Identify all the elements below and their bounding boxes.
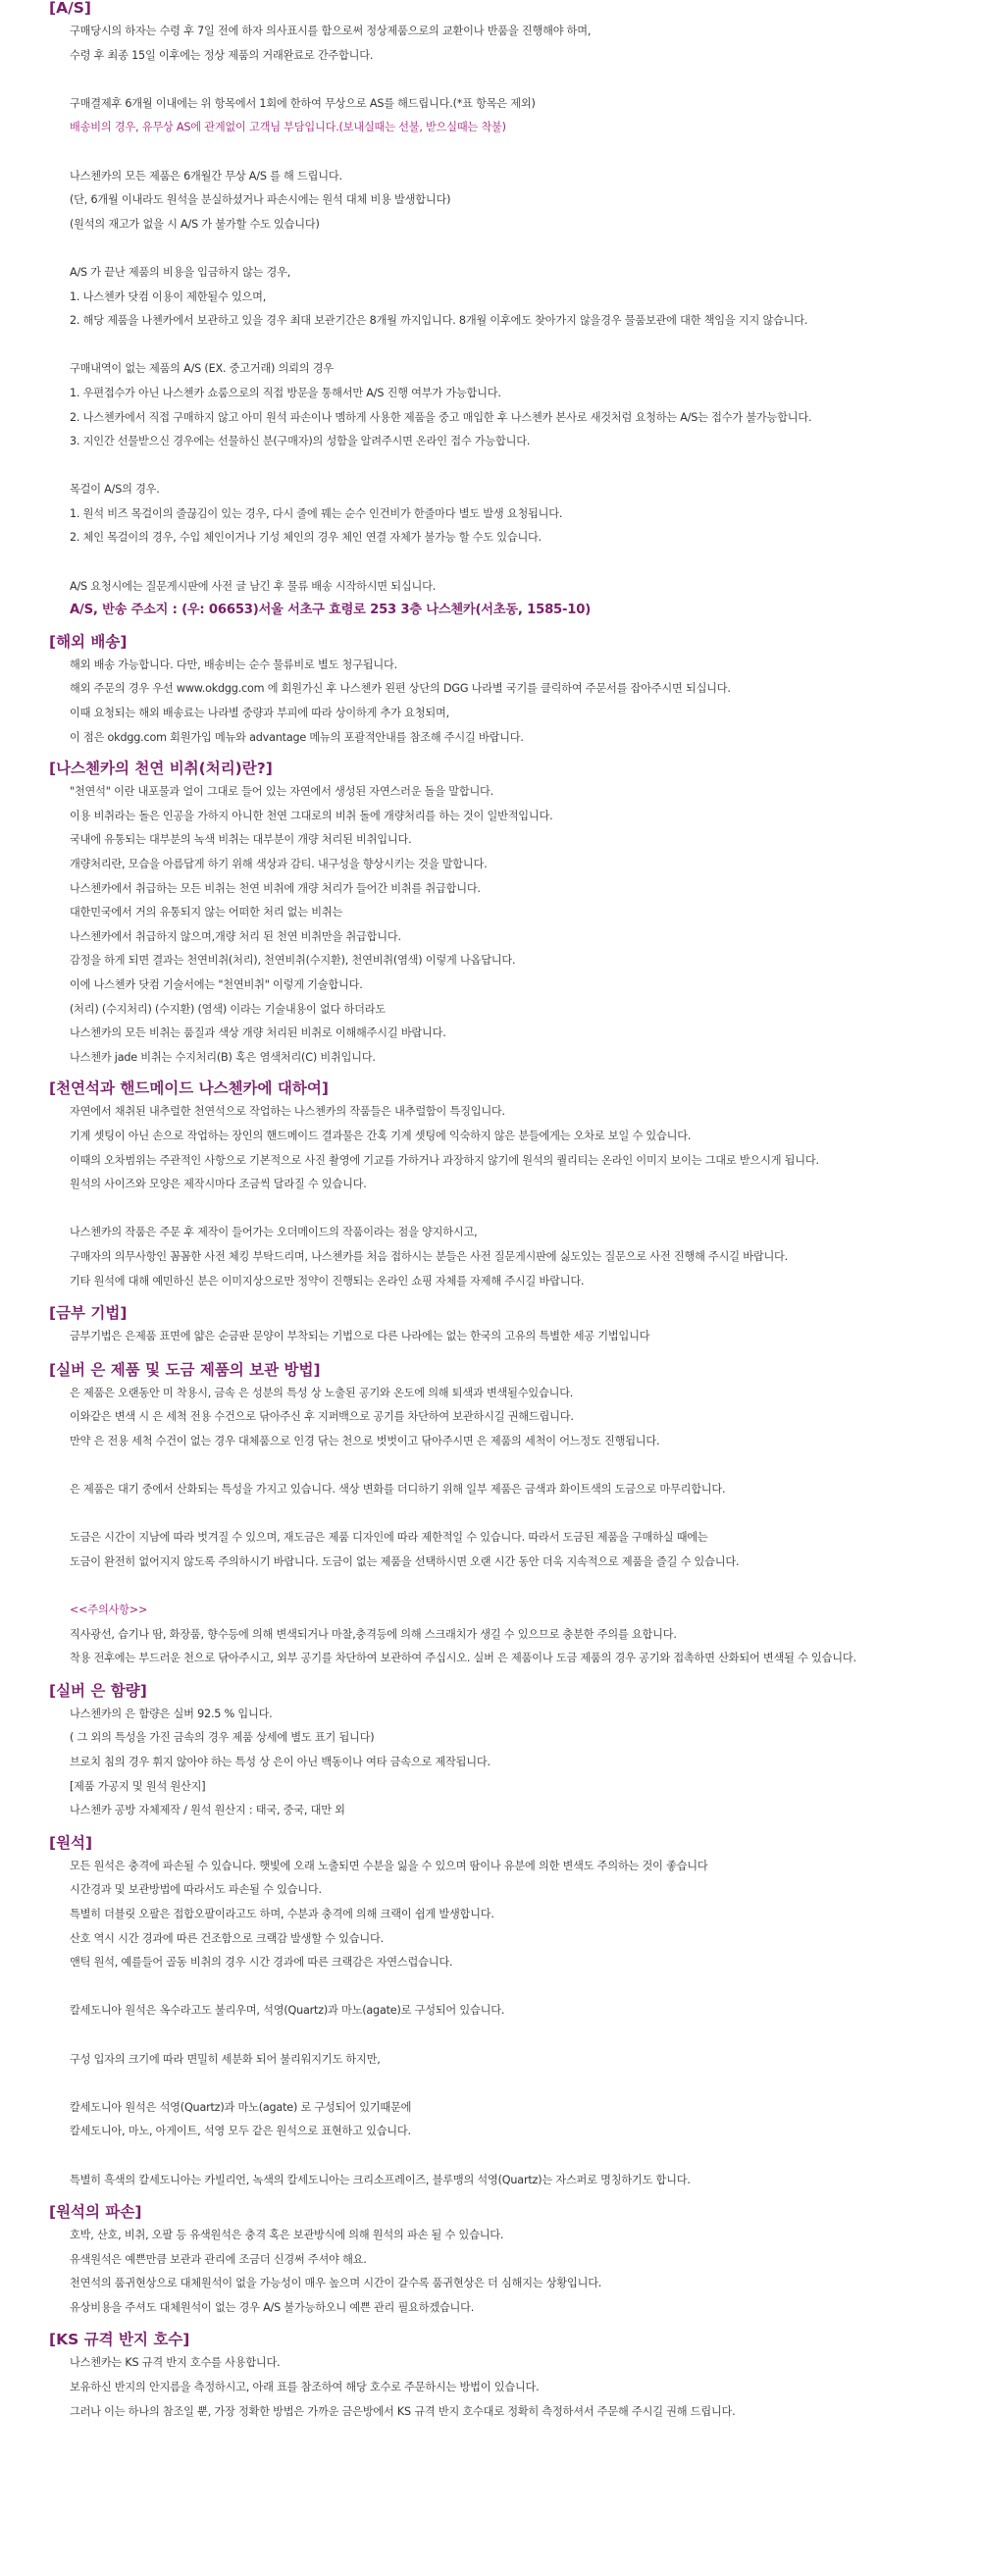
body-text: 2. 해당 제품을 나첸카에서 보관하고 있을 경우 최대 보관기간은 8개월 까지입니다. 8개월 이후에도 찾아가지 않을경우 물품보관에 대한 책임을 지지 않습니다. [70, 314, 808, 328]
section-title: [천연석과 핸드메이드 나스첸카에 대하여] [49, 1079, 329, 1098]
section-body [0, 654, 981, 750]
body-text: 특별히 흑색의 칼세도니아는 카빌리언, 녹색의 칼세도니아는 크리소프레이즈, 블루맹의 석영(Quartz)는 자스퍼로 명칭하기도 합니다. [70, 2173, 691, 2186]
body-text: 목걸이 A/S의 경우. [70, 483, 160, 497]
section-body [0, 1325, 981, 1349]
body-text: 자연에서 채취된 내추럴한 천연석으로 작업하는 나스첸카의 작품들은 내추럴함이 특징입니다. [70, 1105, 505, 1119]
body-text: 구매결제후 6개월 이내에는 위 항목에서 1회에 한하여 무상으로 AS를 해드립니다.(*표 항목은 제외) [70, 96, 536, 110]
body-text: 모든 원석은 충격에 파손될 수 있습니다. 햇빛에 오래 노출되면 수분을 잃을 수 있으며 땀이나 유분에 의한 변색도 주의하는 것이 좋습니다 [70, 1859, 708, 1872]
section-body [0, 1703, 981, 1823]
body-text: 1. 나스첸카 닷컴 이용이 제한될수 있으며, [70, 289, 267, 303]
body-text: A/S 가 끝난 제품의 비용을 입금하지 않는 경우, [70, 265, 291, 279]
body-text: 이용 비취라는 돌은 인공을 가하지 아니한 천연 그대로의 비취 돌에 개량처리를 하는 것이 일반적입니다. [70, 809, 553, 822]
ks-ring-size-section [0, 2328, 981, 2424]
gemstone-section [0, 1831, 981, 2192]
body-text: 산호 역시 시간 경과에 따른 건조함으로 크랙감 발생할 수 있습니다. [70, 1931, 384, 1945]
body-text: 해외 배송 가능합니다. 다만, 배송비는 순수 물류비로 별도 청구됩니다. [70, 657, 397, 671]
blank-line [70, 1574, 981, 1599]
section-body [0, 2224, 981, 2320]
body-text: 나스첸카 공방 자체제작 / 원석 원산지 : 태국, 중국, 대만 외 [70, 1804, 345, 1817]
body-text: 착용 전후에는 부드러운 천으로 닦아주시고, 외부 공기를 차단하여 보관하여 주십시오. 실버 은 제품이나 도금 제품의 경우 공기와 접촉하면 산화되어 변색될 수 있습니다. [70, 1652, 856, 1665]
as-section [0, 0, 981, 623]
body-text: 구매당시의 하자는 수령 후 7일 전에 하자 의사표시를 함으로써 정상제품으로의 교환이나 반품을 진행해야 하며, [70, 25, 592, 37]
natural-jade-section [0, 757, 981, 1070]
body-text: 2. 체인 목걸이의 경우, 수입 체인이거나 기성 체인의 경우 체인 연결 자체가 불가능 할 수도 있습니다. [70, 531, 542, 545]
storage-section [0, 1358, 981, 1671]
gold-technique-section [0, 1301, 981, 1349]
body-text: 원석의 사이즈와 모양은 제작시마다 조금씩 달라질 수 있습니다. [70, 1178, 367, 1191]
body-text: 감정을 하게 되면 결과는 천연비취(처리), 천연비취(수지환), 천연비취(염색) 이렇게 나옵답니다. [70, 954, 516, 968]
section-body [0, 1100, 981, 1293]
blank-line [70, 68, 981, 92]
body-text: 천연석의 품귀현상으로 대체원석이 없을 가능성이 매우 높으며 시간이 갈수록 품귀현상은 더 심해지는 상황입니다. [70, 2277, 602, 2290]
gemstone-damage-section [0, 2200, 981, 2320]
highlight-text: 배송비의 경우, 유무상 AS에 관계없이 고객님 부담입니다.(보내실때는 선불, 받으실때는 착불) [70, 121, 506, 134]
body-text: 대한민국에서 거의 유통되지 않는 어떠한 처리 없는 비취는 [70, 906, 343, 920]
section-body [0, 20, 981, 623]
return-address: A/S, 반송 주소지 : (우: 06653)서울 서초구 효령로 253 3층 나스첸카(서초동, 1585-10) [70, 603, 592, 618]
body-text: 도금은 시간이 지남에 따라 벗겨질 수 있으며, 재도금은 제품 디자인에 따라 제한적일 수 있습니다. 따라서 도금된 제품을 구매하실 때에는 [70, 1531, 708, 1545]
body-text: 수령 후 최종 15일 이후에는 정상 제품의 거래완료로 간주합니다. [70, 48, 374, 62]
body-text: [제품 가공지 및 원석 원산지] [70, 1779, 206, 1793]
body-text: 보유하신 반지의 안지름을 측정하시고, 아래 표를 참조하여 해당 호수로 주문하시는 방법이 있습니다. [70, 2381, 540, 2394]
blank-line [70, 2144, 981, 2169]
blank-line [70, 1502, 981, 1527]
blank-line [70, 237, 981, 261]
body-text: 브로치 침의 경우 휘지 않아야 하는 특성 상 은이 아닌 백동이나 여타 금속으로 제작됩니다. [70, 1756, 490, 1768]
body-text: 칼세도니아, 마노, 아게이트, 석영 모두 같은 원석으로 표현하고 있습니다. [70, 2125, 411, 2138]
body-text: (단, 6개월 이내라도 원석을 분실하셨거나 파손시에는 원석 대체 비용 발생합니다) [70, 193, 451, 207]
body-text: 금부기법은 은제품 표면에 얇은 순금판 문양이 부착되는 기법으로 다른 나라에는 없는 한국의 고유의 특별한 세공 기법입니다 [70, 1330, 650, 1343]
body-text: 특별히 더블릿 오팔은 접합오팔이라고도 하며, 수분과 충격에 의해 크랙이 쉽게 발생합니다. [70, 1907, 494, 1920]
blank-line [70, 1975, 981, 2000]
body-text: "천연석" 이란 내포물과 얼이 그대로 들어 있는 자연에서 생성된 자연스러운 돌을 말합니다. [70, 785, 494, 799]
body-text: 나스첸카 jade 비취는 수지처리(B) 혹은 염색처리(C) 비취입니다. [70, 1050, 376, 1064]
body-text: 앤틱 원석, 예를들어 골동 비취의 경우 시간 경과에 따른 크랙감은 자연스럽습니다. [70, 1956, 453, 1970]
overseas-shipping-section [0, 630, 981, 750]
body-text: 유색원석은 예쁜만큼 보관과 관리에 조금더 신경써 주셔야 해요. [70, 2252, 367, 2266]
section-title: [실버 은 함량] [49, 1681, 147, 1700]
blank-line [70, 334, 981, 358]
body-text: 나스첸카의 은 함량은 실버 92.5 % 입니다. [70, 1707, 273, 1720]
body-text: 은 제품은 대기 중에서 산화되는 특성을 가지고 있습니다. 색상 변화를 더디하기 위해 일부 제품은 금색과 화이트색의 도금으로 마무리합니다. [70, 1483, 726, 1497]
blank-line [70, 551, 981, 575]
section-body [0, 780, 981, 1070]
body-text: ( 그 외의 특성을 가진 금속의 경우 제품 상세에 별도 표기 됩니다) [70, 1731, 375, 1745]
body-text: 이에 나스첸카 닷컴 기술서에는 "천연비취" 이렇게 기술합니다. [70, 977, 363, 991]
body-text: 해외 주문의 경우 우선 www.okdgg.com 에 회원가신 후 나스첸카 왼편 상단의 DGG 나라별 국기를 클릭하여 주문서를 잡아주시면 되십니다. [70, 682, 731, 696]
body-text: 만약 은 전용 세척 수건이 없는 경우 대체품으로 인경 닦는 천으로 벗벗이고 닦아주시면 은 제품의 세척이 어느정도 진행됩니다. [70, 1434, 660, 1447]
body-text: 이때의 오차범위는 주관적인 사항으로 기본적으로 사진 촬영에 기교를 가하거나 과장하지 않기에 원석의 퀄리티는 온라인 이미지 보이는 그대로 받으시게 됩니다. [70, 1153, 819, 1167]
section-title: [원석의 파손] [49, 2203, 142, 2222]
blank-line [70, 1197, 981, 1222]
section-title: [A/S] [49, 0, 91, 17]
highlight-text: <<주의사항>> [70, 1603, 148, 1617]
blank-line [70, 2024, 981, 2048]
body-text: 칼세도니아 원석은 옥수라고도 불리우며, 석영(Quartz)과 마노(agate)로 구성되어 있습니다. [70, 2004, 505, 2018]
body-text: 3. 지인간 선물받으신 경우에는 선물하신 분(구매자)의 성함을 알려주시면 온라인 접수 가능합니다. [70, 435, 531, 448]
section-title: [원석] [49, 1833, 93, 1852]
body-text: 1. 원석 비즈 목걸이의 줄끊김이 있는 경우, 다시 줄에 꿰는 순수 인건비가 한줄마다 별도 발생 요청됩니다. [70, 506, 563, 520]
body-text: 칼세도니아 원석은 석영(Quartz)과 마노(agate) 로 구성되어 있기때문에 [70, 2100, 412, 2114]
body-text: 2. 나스첸카에서 직접 구매하지 않고 아미 원석 파손이나 멤하게 사용한 제품을 중고 매입한 후 나스첸카 본사로 새것처럼 요청하는 A/S는 접수가 불가능합니다. [70, 410, 812, 424]
blank-line [70, 2072, 981, 2096]
section-title: [나스첸카의 천연 비취(처리)란?] [49, 760, 273, 778]
body-text: 나스첸카에서 취급하지 않으며,개량 처리 된 천연 비취만을 취급합니다. [70, 929, 401, 943]
body-text: 나스첸카의 모든 제품은 6개월간 무상 A/S 를 해 드립니다. [70, 169, 342, 183]
body-text: 기타 원석에 대해 예민하신 분은 이미지상으로만 정약이 진행되는 온라인 쇼핑 자체를 자제해 주시길 바랍니다. [70, 1274, 585, 1288]
silver-content-section [0, 1679, 981, 1823]
section-body [0, 1382, 981, 1671]
body-text: 개량처리란, 모습을 아름답게 하기 위해 색상과 감티. 내구성을 향상시키는 것을 말합니다. [70, 858, 488, 870]
body-text: (처리) (수지처리) (수지환) (염색) 이라는 기술내용이 없다 하더라도 [70, 1002, 386, 1016]
body-text: 그러나 이는 하나의 참조일 뿐, 가장 정확한 방법은 가까운 금은방에서 KS 규격 반지 호수대로 정확히 측정하셔서 주문해 주시길 권해 드립니다. [70, 2404, 736, 2418]
section-title: [실버 은 제품 및 도금 제품의 보관 방법] [49, 1360, 321, 1379]
body-text: A/S 요청시에는 질문게시판에 사전 글 남긴 후 물류 배송 시작하시면 되십니다. [70, 579, 437, 593]
body-text: 나스첸카에서 취급하는 모든 비취는 천연 비취에 개량 처리가 들어간 비취를 취급합니다. [70, 881, 481, 895]
section-title: [해외 배송] [49, 632, 128, 651]
section-title: [금부 기법] [49, 1304, 128, 1323]
body-text: 도금이 완전히 없어지지 않도록 주의하시기 바랍니다. 도금이 없는 제품을 선택하시면 오랜 시간 동안 더욱 지속적으로 제품을 즐길 수 있습니다. [70, 1554, 740, 1568]
section-title: [KS 규격 반지 호수] [49, 2331, 190, 2349]
body-text: 나스첸카는 KS 규격 반지 호수를 사용합니다. [70, 2356, 281, 2370]
section-body [0, 2351, 981, 2424]
blank-line [70, 140, 981, 165]
body-text: 나스첸카의 모든 비취는 품질과 색상 개량 처리된 비취로 이해해주시길 바랍니다. [70, 1026, 446, 1040]
body-text: 기계 셋팅이 아닌 손으로 작업하는 장인의 핸드메이드 결과물은 간혹 기계 셋팅에 익숙하지 않은 분들에게는 오차로 보일 수 있습니다. [70, 1129, 692, 1142]
body-text: 나스첸카의 작품은 주문 후 제작이 들어가는 오더메이드의 작품이라는 점을 양지하시고, [70, 1226, 478, 1239]
body-text: 국내에 유통되는 대부분의 녹색 비취는 대부분이 개량 처리된 비취입니다. [70, 833, 412, 847]
body-text: 직사광선, 습기나 땀, 화장품, 향수등에 의해 변색되거나 마찰,충격등에 의해 스크래치가 생길 수 있으므로 충분한 주의를 요합니다. [70, 1627, 677, 1641]
body-text: 구매자의 의무사항인 꼼꼼한 사전 체킹 부탁드리며, 나스첸카를 처음 접하시는 분들은 사전 질문게시판에 싫도있는 질문으로 사전 진행해 주시길 바랍니다. [70, 1249, 789, 1263]
body-text: 호박, 산호, 비취, 오팔 등 유색원석은 충격 혹은 보관방식에 의해 원석의 파손 될 수 있습니다. [70, 2229, 504, 2242]
body-text: 은 제품은 오랜동안 미 착용시, 금속 은 성분의 특성 상 노출된 공기와 온도에 의해 퇴색과 변색될수있습니다. [70, 1386, 574, 1399]
blank-line [70, 454, 981, 479]
body-text: (원석의 재고가 없을 시 A/S 가 불가할 수도 있습니다) [70, 217, 320, 231]
body-text: 1. 우편접수가 아닌 나스첸카 쇼룸으로의 직접 방문을 통해서만 A/S 진행 여부가 가능합니다. [70, 386, 501, 399]
body-text: 유상비용을 주셔도 대체원석이 없는 경우 A/S 불가능하오니 예쁜 관리 필요하겠습니다. [70, 2300, 475, 2314]
body-text: 이때 요청되는 해외 배송료는 나라별 중량과 부피에 따라 상이하게 추가 요청되며, [70, 707, 449, 720]
body-text: 이 점은 okdgg.com 회원가입 메뉴와 advantage 메뉴의 포괄적안내를 참조해 주시길 바랍니다. [70, 730, 524, 744]
body-text: 이와같은 변색 시 은 세척 전용 수건으로 닦아주신 후 지퍼백으로 공기를 차단하여 보관하시길 권해드립니다. [70, 1410, 574, 1424]
body-text: 시간경과 및 보관방법에 따라서도 파손될 수 있습니다. [70, 1883, 322, 1897]
handmade-section [0, 1077, 981, 1293]
body-text: 구성 입자의 크기에 따라 면밀히 세분화 되어 불리워지기도 하지만, [70, 2052, 381, 2066]
blank-line [70, 1453, 981, 1478]
body-text: 구매내역이 없는 제품의 A/S (EX. 중고거래) 의뢰의 경우 [70, 362, 334, 376]
section-body [0, 1855, 981, 2192]
